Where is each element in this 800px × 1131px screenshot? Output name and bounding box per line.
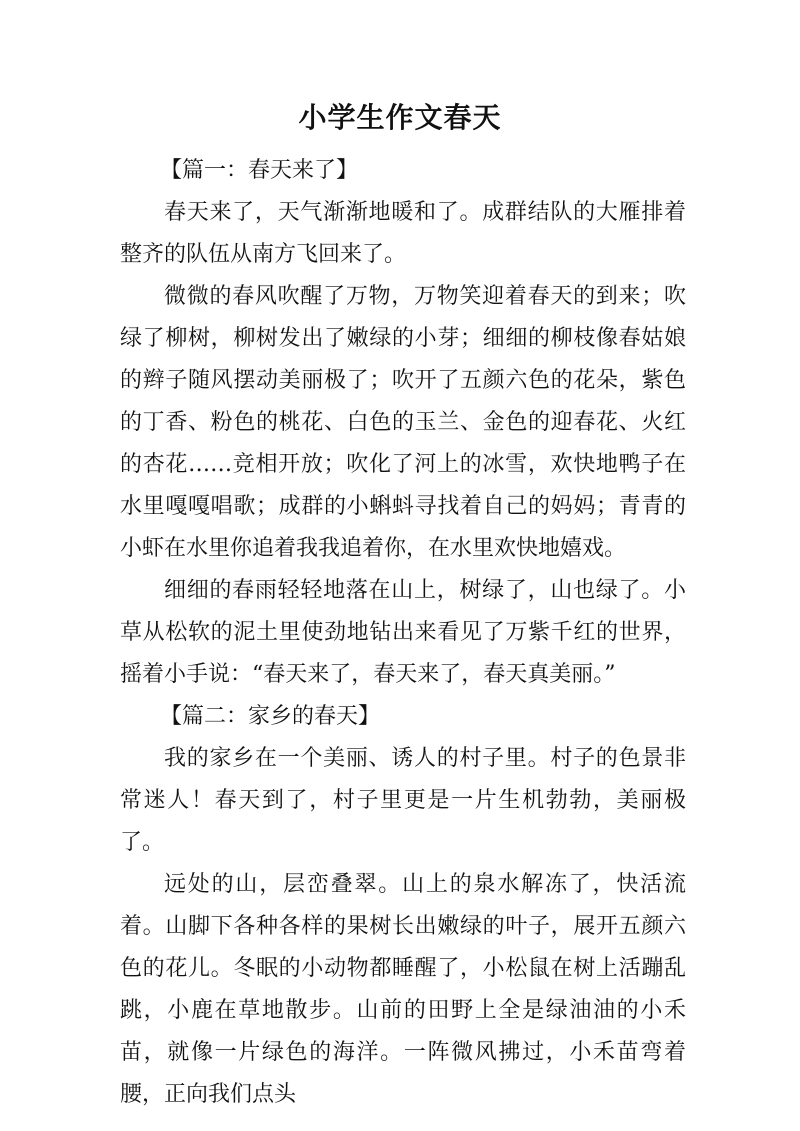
- paragraph: 细细的春雨轻轻地落在山上，树绿了，山也绿了。小草从松软的泥土里使劲地钻出来看见了万紫千红的世界，摇着小手说：“春天来了，春天来了，春天真美丽。”: [120, 578, 686, 687]
- section-heading-2: 【篇二：家乡的春天】: [160, 704, 381, 729]
- paragraph: 微微的春风吹醒了万物，万物笑迎着春天的到来；吹绿了柳树，柳树发出了嫩绿的小芽；细细的柳枝像春姑娘的辫子随风摆动美丽极了；吹开了五颜六色的花朵，紫色的丁香、粉色的桃花、白色的玉兰、金色的迎春花、火红的杏花……竞相开放；吹化了河上的冰雪，欢快地鸭子在水里嘎嘎唱歌；成群的小蝌蚪寻找着自己的妈妈；青青的小虾在水里你追着我我追着你，在水里欢快地嬉戏。: [120, 284, 686, 561]
- essay-body: [120, 150, 686, 1116]
- paragraph: 我的家乡在一个美丽、诱人的村子里。村子的色景非常迷人！春天到了，村子里更是一片生机勃勃，美丽极了。: [120, 746, 686, 855]
- paragraph: 春天来了，天气渐渐地暖和了。成群结队的大雁排着整齐的队伍从南方飞回来了。: [120, 200, 686, 267]
- paragraph: 远处的山，层峦叠翠。山上的泉水解冻了，快活流着。山脚下各种各样的果树长出嫩绿的叶子，展开五颜六色的花儿。冬眠的小动物都睡醒了，小松鼠在树上活蹦乱跳，小鹿在草地散步。山前的田野上全是绿油油的小禾苗，就像一片绿色的海洋。一阵微风拂过，小禾苗弯着腰，正向我们点头: [120, 872, 686, 1107]
- page-title: 小学生作文春天: [298, 101, 502, 134]
- section-heading-1: 【篇一：春天来了】: [160, 158, 359, 183]
